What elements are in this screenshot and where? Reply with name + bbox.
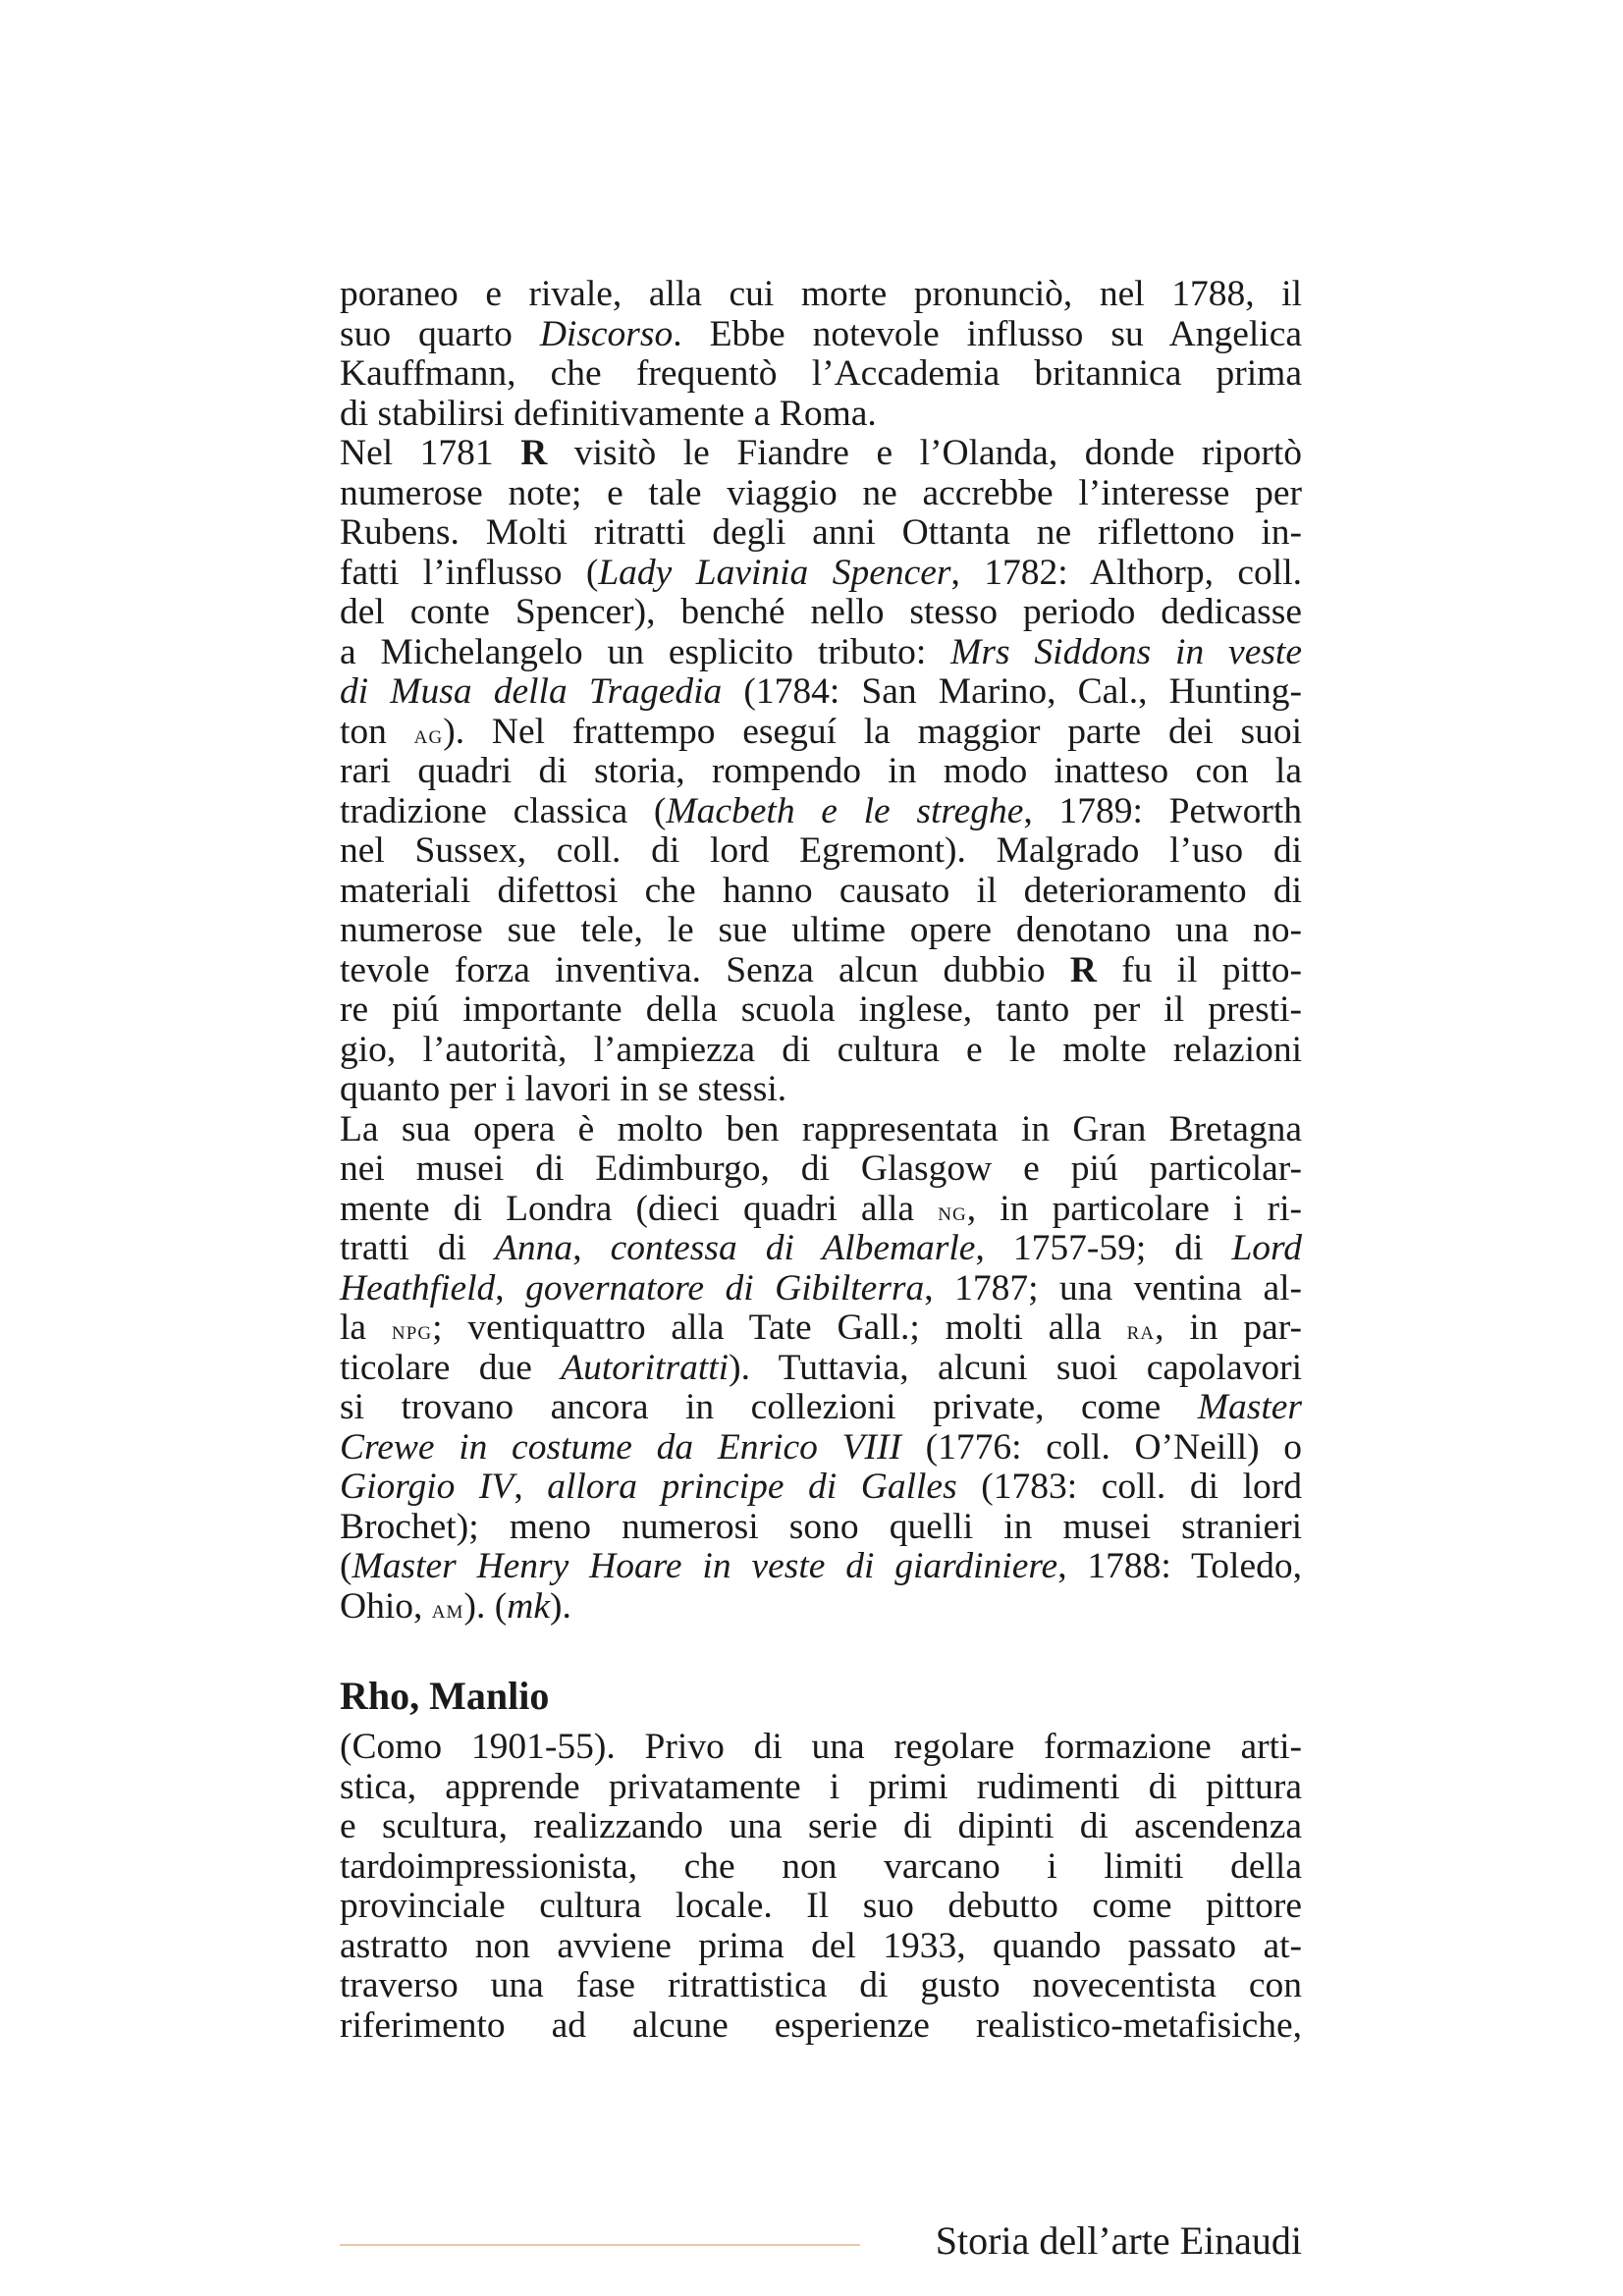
body-line: Giorgio IV, allora principe di Galles (1783: coll. di lord bbox=[340, 1467, 1302, 1507]
entry-line: astratto non avviene prima del 1933, quando passato at- bbox=[340, 1925, 1302, 1966]
body-line: del conte Spencer), benché nello stesso periodo dedicasse bbox=[340, 592, 1302, 632]
entry-text bbox=[340, 1728, 1302, 2046]
body-line: di stabilirsi definitivamente a Roma. bbox=[340, 393, 877, 434]
footer-publisher-title: Storia dell’arte Einaudi bbox=[935, 2218, 1302, 2263]
entry-line: e scultura, realizzando una serie di dipinti di ascendenza bbox=[340, 1806, 1302, 1846]
body-line: tradizione classica (Macbeth e le streghe, 1789: Petworth bbox=[340, 790, 1302, 831]
body-line: di Musa della Tragedia (1784: San Marino, Cal., Hunting- bbox=[340, 671, 1302, 712]
body-line: a Michelangelo un esplicito tributo: Mrs Siddons in veste bbox=[340, 631, 1302, 672]
body-line: rari quadri di storia, rompendo in modo inatteso con la bbox=[340, 751, 1302, 791]
article-continuation bbox=[340, 275, 1302, 1627]
page-footer bbox=[340, 2216, 1302, 2271]
footer-rule bbox=[340, 2244, 860, 2246]
body-line: Nel 1781 R visitò le Fiandre e l’Olanda, donde riportò bbox=[340, 433, 1302, 473]
body-line: numerose note; e tale viaggio ne accrebbe l’interesse per bbox=[340, 472, 1302, 513]
body-line: La sua opera è molto ben rappresentata in Gran Bretagna bbox=[340, 1108, 1302, 1149]
body-line: la npg; ventiquattro alla Tate Gall.; molti alla ra, in par- bbox=[340, 1308, 1302, 1348]
entry-title: Rho, Manlio bbox=[340, 1674, 550, 1718]
body-line: gio, l’autorità, l’ampiezza di cultura e le molte relazioni bbox=[340, 1029, 1302, 1070]
body-line: ticolare due Autoritratti). Tuttavia, alcuni suoi capolavori bbox=[340, 1347, 1302, 1388]
body-line: fatti l’influsso (Lady Lavinia Spencer, 1782: Althorp, coll. bbox=[340, 552, 1302, 593]
body-line: Brochet); meno numerosi sono quelli in musei stranieri bbox=[340, 1506, 1302, 1547]
body-line: Rubens. Molti ritratti degli anni Ottanta ne riflettono in- bbox=[340, 512, 1302, 553]
body-line: nel Sussex, coll. di lord Egremont). Malgrado l’uso di bbox=[340, 830, 1302, 871]
body-line: materiali difettosi che hanno causato il deterioramento di bbox=[340, 870, 1302, 911]
body-line: (Master Henry Hoare in veste di giardiniere, 1788: Toledo, bbox=[340, 1546, 1302, 1586]
body-line: suo quarto Discorso. Ebbe notevole influsso su Angelica bbox=[340, 313, 1302, 354]
entry-line: traverso una fase ritrattistica di gusto novecentista con bbox=[340, 1965, 1302, 2005]
body-line: nei musei di Edimburgo, di Glasgow e piú particolar- bbox=[340, 1148, 1302, 1189]
body-line: quanto per i lavori in se stessi. bbox=[340, 1069, 787, 1109]
entry-line: (Como 1901-55). Privo di una regolare formazione arti- bbox=[340, 1727, 1302, 1767]
body-line: tratti di Anna, contessa di Albemarle, 1757-59; di Lord bbox=[340, 1228, 1303, 1268]
body-line: Ohio, am). (mk). bbox=[340, 1585, 571, 1627]
body-line: si trovano ancora in collezioni private, come Master bbox=[340, 1387, 1302, 1427]
entry-line: provinciale cultura locale. Il suo debutto come pittore bbox=[340, 1886, 1302, 1926]
body-line: mente di Londra (dieci quadri alla ng, in particolare i ri- bbox=[340, 1188, 1302, 1229]
body-line: ton ag). Nel frattempo eseguí la maggior parte dei suoi bbox=[340, 711, 1302, 752]
page-body bbox=[340, 275, 1302, 2046]
entry-line: tardoimpressionista, che non varcano i limiti della bbox=[340, 1845, 1302, 1887]
body-line: re piú importante della scuola inglese, tanto per il presti- bbox=[340, 989, 1302, 1030]
entry-line: riferimento ad alcune esperienze realistico-metafisiche, bbox=[340, 2004, 1302, 2046]
body-line: Heathfield, governatore di Gibilterra, 1787; una ventina al- bbox=[340, 1267, 1303, 1308]
body-line: poraneo e rivale, alla cui morte pronunciò, nel 1788, il bbox=[340, 274, 1302, 314]
body-line: tevole forza inventiva. Senza alcun dubbio R fu il pitto- bbox=[340, 949, 1302, 990]
body-line: Kauffmann, che frequentò l’Accademia britannica prima bbox=[340, 353, 1302, 394]
body-line: Crewe in costume da Enrico VIII (1776: coll. O’Neill) o bbox=[340, 1426, 1302, 1468]
body-line: numerose sue tele, le sue ultime opere denotano una no- bbox=[340, 910, 1302, 950]
entry-line: stica, apprende privatamente i primi rudimenti di pittura bbox=[340, 1766, 1302, 1807]
